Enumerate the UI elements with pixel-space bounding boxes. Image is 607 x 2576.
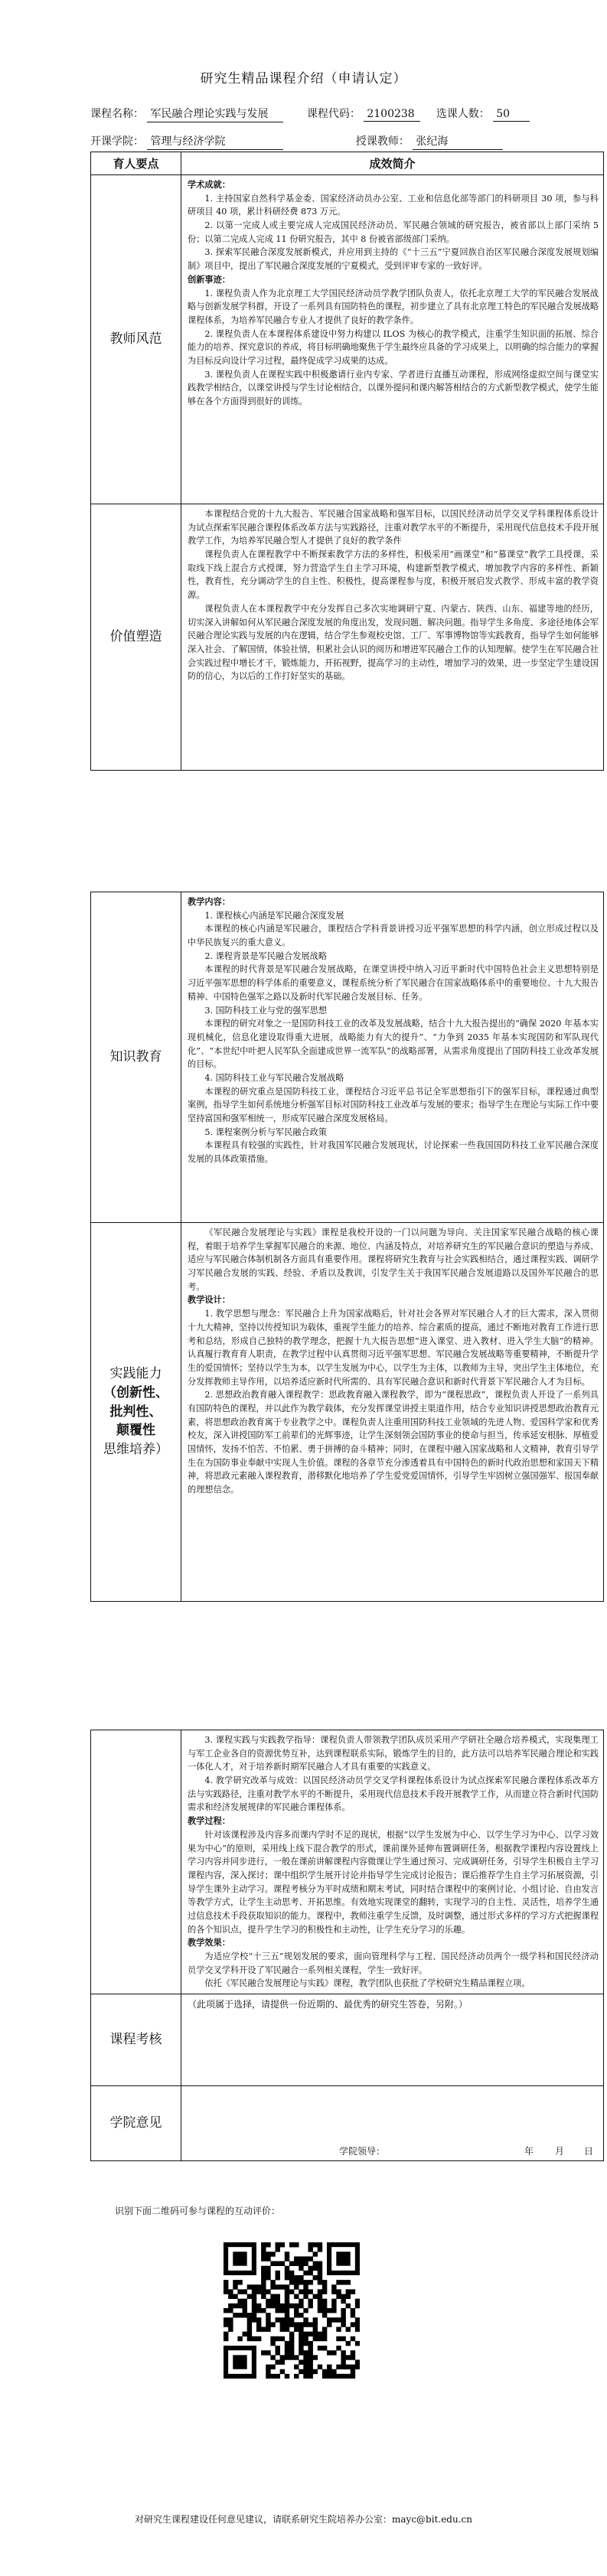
content-knowledge-education	[181, 892, 604, 1223]
label-teacher-style: 教师风范	[91, 175, 181, 504]
label-value-shaping: 价值塑造	[91, 504, 181, 771]
paragraph: 课程负责人在课程教学中不断探索教学方法的多样性，积极采用“画课堂”和“慕课堂”教学工具授课，采取线下线上混合方式授课，努力营造学生自主学习环境，构建新型教学模式，增加教学内容的多样性、新颖性，教育性，充分调动学生的自主性、积极性，提高课程参与度，积极开展启发式教学、形成丰富的教学资源。	[188, 549, 599, 601]
section-heading: 教学内容：	[188, 896, 230, 907]
paragraph: 4. 国防科技工业与军民融合发展战略	[204, 1072, 344, 1083]
meta-row-college	[90, 133, 503, 150]
paragraph: 依托《军民融合发展理论与实践》课程，教学团队也获批了学校研究生精品课程立项。	[204, 1978, 530, 1989]
qr-code[interactable]	[224, 2242, 360, 2379]
header-keypoints: 育人要点	[91, 152, 181, 175]
sign-month: 月	[555, 2146, 565, 2157]
practice-label-line-5: 思维培养）	[103, 1441, 168, 1457]
teacher-label: 授课教师：	[355, 135, 410, 148]
paragraph: 本课程的研究重点是国防科技工业，课程结合习近平总书记全军思想指引下的强军目标，课程通过典型案例，指导学生如何系统地分析强军目标对国防科技工业改革与发展的要求；指导学生在理论与实际工作中要坚持富国和强军相统一，形成军民融合深度发展格局。	[188, 1086, 599, 1123]
paras-practice-ability	[188, 1226, 599, 1497]
practice-label-line-3: 批判性、	[109, 1404, 162, 1420]
header-summary: 成效简介	[181, 152, 604, 175]
label-college-opinion: 学院意见	[91, 2086, 181, 2161]
paras-practice-continued	[188, 1733, 599, 1991]
paragraph: 3. 课程实践与实践教学指导：课程负责人带领教学团队成员采用产学研社全融合培养模式，实现集理工与军工企业各自的资源优势互补，达到课程联系实际，锻炼学生的目的，此方法可以培养军民融合理论和实践一体化人才，对于培养新时期军民融合人才具有重要的实践意义。	[188, 1735, 599, 1772]
qr-caption: 识别下面二维码可参与课程的互动评价：	[115, 2206, 281, 2216]
section-heading: 教学过程：	[188, 1815, 230, 1827]
label-practice-continued	[91, 1730, 181, 1994]
paras-knowledge-education	[188, 895, 599, 1166]
paragraph: 本课程具有较强的实践性，针对我国军民融合发展现状，讨论探索一些我国国防科技工业军民融合深度发展的具体政策措施。	[188, 1140, 599, 1165]
content-college-opinion	[181, 2086, 604, 2161]
enroll-label: 选课人数：	[436, 108, 490, 120]
content-practice-continued	[181, 1730, 604, 1994]
paragraph: 1. 教学思想与理念：军民融合上升为国家战略后，针对社会各界对军民融合人才的巨大需求，深入贯彻十九大精神，坚持以传授知识为载体，重视学生能力的培养、综合素质的提高，通过不断地对教育工作进行思考和总结，形成自己独特的教学理念，把握十九大报告思想“进入课堂、进入教材、进入学生大脑”的精神。认真履行教育育人职责，在教学过程中认真贯彻习近平强军思想、军民融合发展战略等重要精神，不断提升学生的爱国情怀；坚持以学生为本，以学生发展为中心，以学生为主体，以教师为主导，突出学生主体地位，充分发挥教师主导作用，以培养适应新时代所需的、具有军民融合意识和新时代背景下军民融合人才为目标。	[188, 1309, 599, 1387]
practice-label-line-1: 实践能力	[109, 1366, 162, 1382]
paragraph: 3. 国防科技工业与党的强军思想	[204, 1005, 328, 1016]
content-course-assessment	[181, 1994, 604, 2086]
evaluation-table-page2	[90, 892, 604, 1602]
paragraph: 5. 课程案例分析与军民融合政策	[204, 1127, 328, 1137]
college-value: 管理与经济学院	[147, 133, 283, 150]
paragraph: 2. 以第一完成人或主要完成人完成国民经济动员、军民融合领域的研究报告，被省部以上部门采纳 5 份；以第二完成人完成 11 份研究报告，其中 8 份被省部级部门采纳。	[188, 220, 599, 244]
course-name-label: 课程名称：	[90, 108, 144, 120]
enroll-value: 50	[493, 108, 530, 122]
paragraph: 《军民融合发展理论与实践》课程是我校开设的一门以问题为导向、关注国家军民融合战略的核心课程，着眼于培养学生掌握军民融合的来源、地位、内涵及特点，对培养研究生的军民融合意识的塑造与养成、适应与军民融合体制机制各方面具有重要作用。课程将研究生教育与社会实践相结合，通过课程实践、调研学习军民融合发展的实践、经验、矛盾以及教训，引发学生关于我国军民融合发展道路以及国外军民融合的思考。	[188, 1228, 599, 1292]
paragraph: 针对该课程涉及内容多而课内学时不足的现状，根据“以学生发展为中心、以学生学习为中心、以学习效果为中心”的原则，采用线上线下混合教学的形式，课前课外延伸布置调研任务，根据教学课程内容设置线上学习内容并同步进行，一般在课前讲解课程内容微课让学生通过预习、完成调研任务，引导学生积极自主学习课程内容，深入探讨；课中组织学生展开讨论并指导学生完成讨论报告；课后推荐学生自主学习拓展资源，引导学生课外主动学习。课程考核分为平时成绩和期末考试，同时结合课程中的案例讨论、小组讨论、自由发言等教学方式，让学生主动思考、开拓思维。有效地实现课堂的翻转，实现学习的自主性、灵活性，培养学生通过信息技术手段获取知识的能力。课程中，教师注重学生反馈，及时调整，通过形式多样的学习方式把握课程的各个知识点，提升学生学习的积极性和主动性，让学生充分学习的乐趣。	[188, 1829, 599, 1935]
label-course-assessment: 课程考核	[91, 1994, 181, 2086]
paragraph: 1. 课程核心内涵是军民融合深度发展	[204, 910, 344, 921]
paragraph: 3. 课程负责人在课程实践中积极邀请行业内专家、学者进行直播互动课程，形成网络虚拟空间与课堂实践教学相结合，以课堂讲授与学生讨论相结合，以课外提问和课内解答相结合的方式新型教学模式，使学生能够在各个方面得到很好的训练。	[188, 369, 599, 406]
section-heading: 创新事迹：	[188, 273, 230, 285]
qr-code-image[interactable]	[224, 2242, 360, 2379]
evaluation-table-page3	[90, 1730, 604, 2161]
paragraph: 1. 主持国家自然科学基金委、国家经济动员办公室、工业和信息化部等部门的科研项目 30 项，参与科研项目 40 项，累计科研经费 873 万元。	[188, 193, 599, 217]
course-code-label: 课程代码：	[306, 108, 361, 120]
footer-contact: 对研究生课程建设任何意见建议，请联系研究生院培养办公室：mayc@bit.edu.cn	[135, 2514, 472, 2525]
label-practice-ability	[91, 1223, 181, 1602]
label-knowledge-education: 知识教育	[91, 892, 181, 1223]
paragraph: 3. 探索军民融合深度发展新模式，并应用到主持的《“十三五”宁夏回族自治区军民融合深度发展规划编制》项目中，提出了军民融合深度发展的宁夏模式，受到评审专家的一致好评。	[188, 247, 599, 272]
course-code-value: 2100238	[364, 108, 420, 122]
paragraph: 2. 思想政治教育融入课程教学：思政教育融入课程教学，即为“课程思政”，课程负责人开设了一系列具有国防特色的课程，并以此作为教学载体，充分发挥课堂讲授主渠道作用，结合专业知识讲授思想政治教育元素，将思想政治教育寓于专业教学之中。课程负责人注重用国防科技工业领域的先进人物、爱国科学家和优秀校友，深入讲授国防军工前辈们的光辉事迹，让学生深刻领会国防事业的使命与担当，传承延安根脉、厚植爱国情怀，发扬不怕苦、不怕累、勇于拼搏的奋斗精神；同时，在课程中融入国家战略和人文精神，教育引导学生在为国防事业奉献中实现人生价值。课程的各章节充分渗透着具有中国特色的新时代政治思想和家国天下精神，将思政元素融入课程教育，潜移默化地培养了学生爱党爱国情怀，引导学生牢固树立强国强军、报国奉献的理想信念。	[188, 1390, 599, 1495]
page-title: 研究生精品课程介绍（申请认定）	[200, 71, 407, 86]
paras-teacher-style	[188, 178, 599, 409]
paragraph: 本课程结合党的十九大报告、军民融合国家战略和强军目标，以国民经济动员学交叉学科课程体系设计为试点探索军民融合课程体系改革方法与实践路径，注重对教学水平的不断提升，采用现代信息技术手段开展教学工作，为培养军民融合型人才提供了良好的教学条件	[188, 509, 599, 546]
paragraph: 课程负责人在本课程教学中充分发挥自己多次实地调研宁夏、内蒙古、陕西、山东、福建等地的经历，切实深入讲解如何从军民融合深度发展的角度出发，发现问题、解决问题。指导学生多角度、多途径地体会军民融合理论实践与发展的内在逻辑，结合学生参观校史馆、工厂、军事博物馆等实践教育，指导学生如何能够深入社会、了解国情，体验社情，积累社会认识的阅历和增进军民融合工作的认知理解。使学生在军民融合社会实践过程中增长才干，锻炼能力，开拓视野，提高学习的主动性，增加学习的效果，进一步坚定学生建设国防的信心，为以后的工作打好坚实的基础。	[188, 603, 599, 682]
section-heading: 教学效果：	[188, 1937, 230, 1948]
meta-row-course	[90, 106, 530, 122]
paragraph: 本课程的核心内涵是军民融合，课程结合学科背景讲授习近平强军思想的科学内涵，创立形成过程以及中华民族复兴的重大意义。	[188, 924, 599, 948]
paragraph: 为适应学校“十三五”规划发展的要求，面向管理科学与工程、国民经济动员两个一级学科和国民经济动员学交叉学科开设了军民融合一系列相关课程，学生一致好评。	[188, 1952, 599, 1975]
paragraph: 本课程的研究对象之一是国防科技工业的改革及发展战略，结合十九大报告提出的“确保 2020 年基本实现机械化，信息化建设取得重大进展，战略能力有大的提升”、“力争到 2035 年基本实现国防和军队现代化”、“本世纪中叶把人民军队全面建成世界一流军队”的战略部署，从需求角度提出了国防科技工业改革发展的目标。	[188, 1019, 599, 1070]
assessment-note: （此项属于选择，请提供一份近期的、最优秀的研究生答卷，另附。）	[188, 1999, 468, 2010]
paragraph: 2. 课程负责人在本课程体系建设中努力构建以 ILOS 为核心的教学模式，注重学生知识面的拓展、综合能力的培养、探究意识的养成，将目标明确地聚焦于学生最终应具备的学习成果上，以明确的综合能力的掌握为目标反向设计学习过程，最终促成学习成果的达成。	[188, 328, 599, 366]
practice-label-line-2: （创新性、	[103, 1385, 168, 1401]
content-teacher-style	[181, 175, 604, 504]
sign-year: 年	[524, 2146, 534, 2157]
college-leader-label: 学院领导：	[339, 2146, 386, 2157]
paragraph: 2. 课程背景是军民融合发展战略	[204, 951, 328, 961]
section-heading: 学术成就：	[188, 179, 230, 190]
content-practice-ability	[181, 1223, 604, 1602]
section-heading: 教学设计：	[188, 1294, 230, 1306]
college-label: 开课学院：	[90, 135, 144, 148]
sign-day: 日	[584, 2146, 594, 2157]
paragraph: 4. 教学研究改革与成效：以国民经济动员学交叉学科课程体系设计为试点探索军民融合课程体系改革方法与实践路径，注重对教学水平的不断提升，采用现代信息技术手段开展教学工作，从而建立符合新时代国防需求和经济发展规律的军民融合课程体系。	[188, 1775, 599, 1813]
course-name-value: 军民融合理论实践与发展	[147, 106, 283, 122]
paragraph: 1. 课程负责人作为北京理工大学国民经济动员学教学团队负责人，依托北京理工大学的军民融合发展战略与创新发展学科群，开设了一系列具有国防特色的课程，初步建立了具有北京理工特色的军民融合发展战略课程体系，为培养军民融合专业人才提供了良好的教学条件。	[188, 288, 599, 325]
teacher-value: 张纪海	[413, 133, 503, 150]
content-value-shaping	[181, 504, 604, 771]
practice-label-line-4: 颠覆性	[116, 1423, 155, 1439]
paragraph: 本课程的时代背景是军民融合发展战略，在课堂讲授中纳入习近平新时代中国特色社会主义思想特别是习近平强军思想的科学体系的重要意义，课程系统分析了军民融合在国家战略体系中的重要地位、十九大报告精神、中国特色强军之路以及新时代军民融合发展目标、任务。	[188, 964, 599, 1002]
paras-value-shaping	[188, 507, 599, 683]
evaluation-table-page1	[90, 152, 604, 771]
